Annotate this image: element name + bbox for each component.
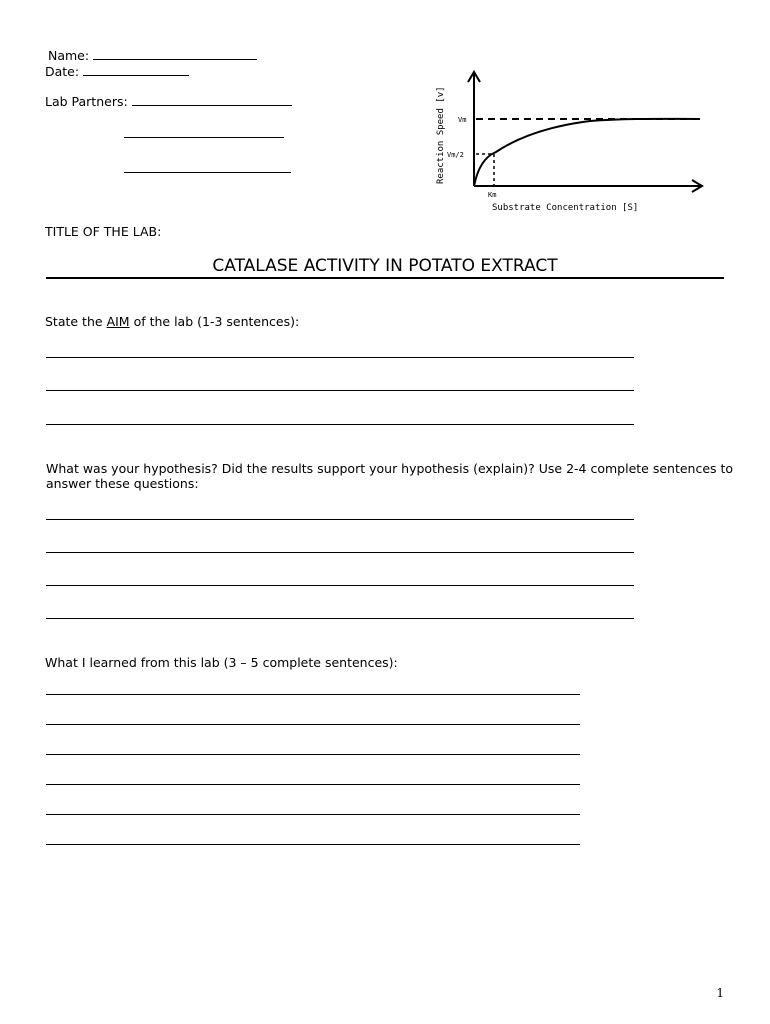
aim-prompt (45, 314, 299, 329)
learned-answer-line-3[interactable] (46, 754, 580, 755)
aim-answer-line-2[interactable] (46, 390, 634, 391)
aim-prompt-before: State the (45, 314, 107, 329)
lab-title: CATALASE ACTIVITY IN POTATO EXTRACT (212, 256, 558, 276)
lab-partners-row (45, 93, 292, 109)
hypothesis-answer-line-3[interactable] (46, 585, 634, 586)
page-number: 1 (716, 986, 724, 1000)
learned-answer-line-4[interactable] (46, 784, 580, 785)
aim-answer-line-1[interactable] (46, 357, 634, 358)
hypothesis-answer-line-1[interactable] (46, 519, 634, 520)
name-field-row (48, 47, 257, 63)
half-vmax-label: Vm/2 (447, 151, 464, 159)
name-blank[interactable] (93, 47, 257, 60)
learned-answer-line-2[interactable] (46, 724, 580, 725)
learned-answer-line-1[interactable] (46, 694, 580, 695)
learned-answer-line-6[interactable] (46, 844, 580, 845)
lab-partners-label: Lab Partners: (45, 94, 128, 109)
title-rule (46, 277, 724, 279)
km-label: Km (488, 191, 497, 199)
date-blank[interactable] (83, 63, 189, 76)
saturation-curve (474, 119, 700, 186)
vmax-label: Vm (458, 116, 467, 124)
aim-answer-line-3[interactable] (46, 424, 634, 425)
x-axis-label: Substrate Concentration [S] (492, 203, 639, 213)
title-prompt: TITLE OF THE LAB: (45, 224, 162, 239)
date-label: Date: (45, 64, 80, 79)
hypothesis-answer-line-2[interactable] (46, 552, 634, 553)
lab-partner-blank-3[interactable] (124, 160, 291, 173)
lab-partner-blank-1[interactable] (132, 93, 292, 106)
hypothesis-prompt: What was your hypothesis? Did the results support your hypothesis (explain)? Use 2-4 complete sentences to answer these questions: (46, 461, 734, 491)
lab-partner-blank-2[interactable] (124, 125, 284, 138)
aim-prompt-emphasis: AIM (106, 314, 130, 329)
aim-prompt-after: of the lab (1-3 sentences): (129, 314, 300, 329)
name-label: Name: (48, 48, 90, 63)
hypothesis-answer-line-4[interactable] (46, 618, 634, 619)
learned-answer-line-5[interactable] (46, 814, 580, 815)
enzyme-kinetics-figure (430, 66, 710, 218)
learned-prompt: What I learned from this lab (3 – 5 complete sentences): (45, 655, 398, 670)
date-field-row (45, 63, 189, 79)
y-axis-label: Reaction Speed [v] (436, 86, 446, 184)
